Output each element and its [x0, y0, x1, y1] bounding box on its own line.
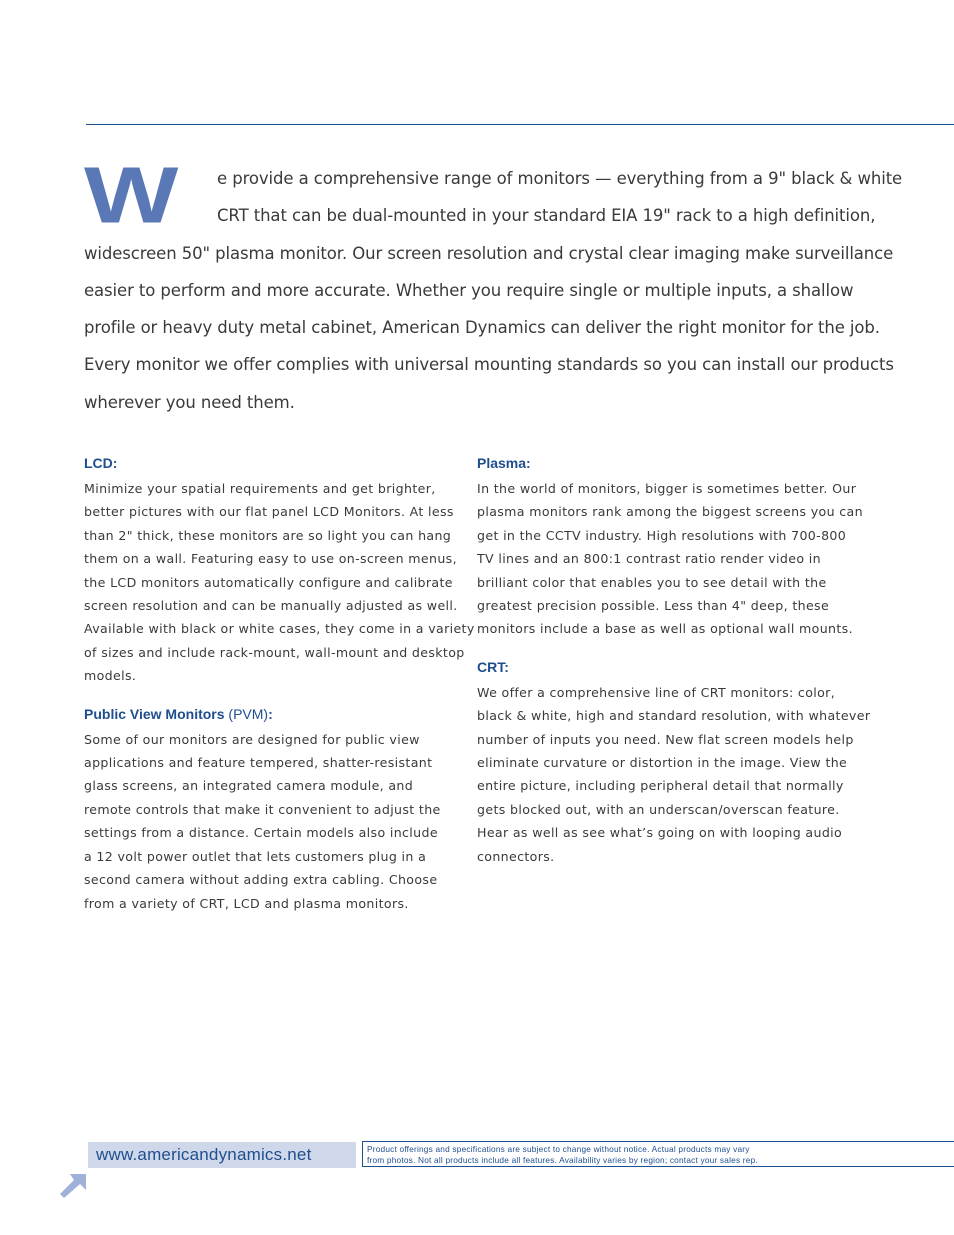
body-line: Some of our monitors are designed for public view	[84, 731, 420, 747]
body-line: second camera without adding extra cabling. Choose	[84, 872, 438, 888]
lcd-heading: LCD:	[84, 455, 118, 471]
body-line: them on a wall. Featuring easy to use on-screen menus,	[84, 551, 457, 567]
body-line: glass screens, an integrated camera module, and	[84, 778, 414, 794]
footer-disclaimer	[367, 1144, 758, 1165]
body-line: entire picture, including peripheral detail that normally	[477, 778, 844, 794]
crt-heading: CRT:	[477, 658, 509, 675]
pvm-body	[84, 728, 454, 915]
intro-line: wherever you need them.	[84, 392, 295, 412]
intro-line: profile or heavy duty metal cabinet, American Dynamics can deliver the right monitor for the job.	[84, 318, 880, 338]
body-line: the LCD monitors automatically configure and calibrate	[84, 574, 453, 590]
body-line: screen resolution and can be manually adjusted as well.	[84, 598, 458, 614]
drop-cap-letter: W	[84, 150, 175, 241]
body-line: than 2" thick, these monitors are so light you can hang	[84, 527, 452, 543]
lcd-body	[84, 477, 475, 688]
plasma-body	[477, 477, 863, 641]
body-line: connectors.	[477, 848, 555, 864]
body-line: In the world of monitors, bigger is sometimes better. Our	[477, 481, 857, 496]
crt-section	[477, 658, 871, 868]
crt-body	[477, 681, 871, 868]
body-line: settings from a distance. Certain models also include	[84, 825, 438, 841]
disclaimer-line: Product offerings and specifications are subject to change without notice. Actual products may vary	[367, 1144, 750, 1154]
body-line: get in the CCTV industry. High resolutions with 700-800	[477, 527, 847, 543]
body-line: We offer a comprehensive line of CRT monitors: color,	[477, 684, 836, 700]
left-column	[84, 455, 475, 933]
intro-line: Every monitor we offer complies with universal mounting standards so you can install our products	[84, 355, 894, 375]
body-line: applications and feature tempered, shatter-resistant	[84, 755, 433, 771]
body-line: a 12 volt power outlet that lets customers plug in a	[84, 848, 427, 864]
website-link[interactable]: www.americandynamics.net	[96, 1145, 312, 1164]
top-divider	[86, 124, 954, 125]
arrow-up-right-icon	[58, 1172, 88, 1198]
pvm-heading	[84, 706, 454, 723]
intro-line: easier to perform and more accurate. Whether you require single or multiple inputs, a shallow	[84, 280, 854, 300]
pvm-heading-colon: :	[268, 705, 273, 722]
body-line: brilliant color that enables you to see detail with the	[477, 574, 827, 590]
body-line: Hear as well as see what’s going on with looping audio	[477, 825, 843, 841]
body-line: black & white, high and standard resolution, with whatever	[477, 708, 871, 724]
intro-paragraph	[84, 150, 903, 421]
lcd-section	[84, 455, 475, 688]
body-line: models.	[84, 668, 137, 684]
body-line: greatest precision possible. Less than 4" deep, these	[477, 598, 830, 614]
right-column	[477, 455, 871, 886]
plasma-heading: Plasma:	[477, 455, 531, 471]
body-line: plasma monitors rank among the biggest screens you can	[477, 504, 863, 520]
body-line: number of inputs you need. New flat screen models help	[477, 731, 854, 747]
pvm-heading-abbr: (PVM)	[224, 705, 269, 722]
body-line: better pictures with our flat panel LCD Monitors. At less	[84, 504, 454, 520]
body-line: TV lines and an 800:1 contrast ratio render video in	[477, 551, 821, 567]
pvm-section	[84, 706, 454, 915]
plasma-section	[477, 455, 863, 641]
intro-line: e provide a comprehensive range of monitors — everything from a 9" black & white	[217, 169, 903, 188]
body-line: monitors include a base as well as optional wall mounts.	[477, 621, 853, 637]
body-line: Available with black or white cases, they come in a variety	[84, 621, 475, 637]
body-line: of sizes and include rack-mount, wall-mount and desktop	[84, 644, 465, 660]
body-line: remote controls that make it convenient to adjust the	[84, 801, 441, 817]
body-line: gets blocked out, with an underscan/overscan feature.	[477, 801, 840, 817]
disclaimer-line: from photos. Not all products include all features. Availability varies by region; contact your sales rep.	[367, 1154, 758, 1165]
pvm-heading-title: Public View Monitors	[84, 705, 225, 722]
intro-line: CRT that can be dual-mounted in your standard EIA 19" rack to a high definition,	[217, 206, 876, 226]
intro-line: widescreen 50" plasma monitor. Our screen resolution and crystal clear imaging make surveillance	[84, 243, 894, 263]
body-line: Minimize your spatial requirements and get brighter,	[84, 481, 436, 496]
body-line: eliminate curvature or distortion in the image. View the	[477, 755, 848, 771]
body-line: from a variety of CRT, LCD and plasma monitors.	[84, 895, 409, 911]
